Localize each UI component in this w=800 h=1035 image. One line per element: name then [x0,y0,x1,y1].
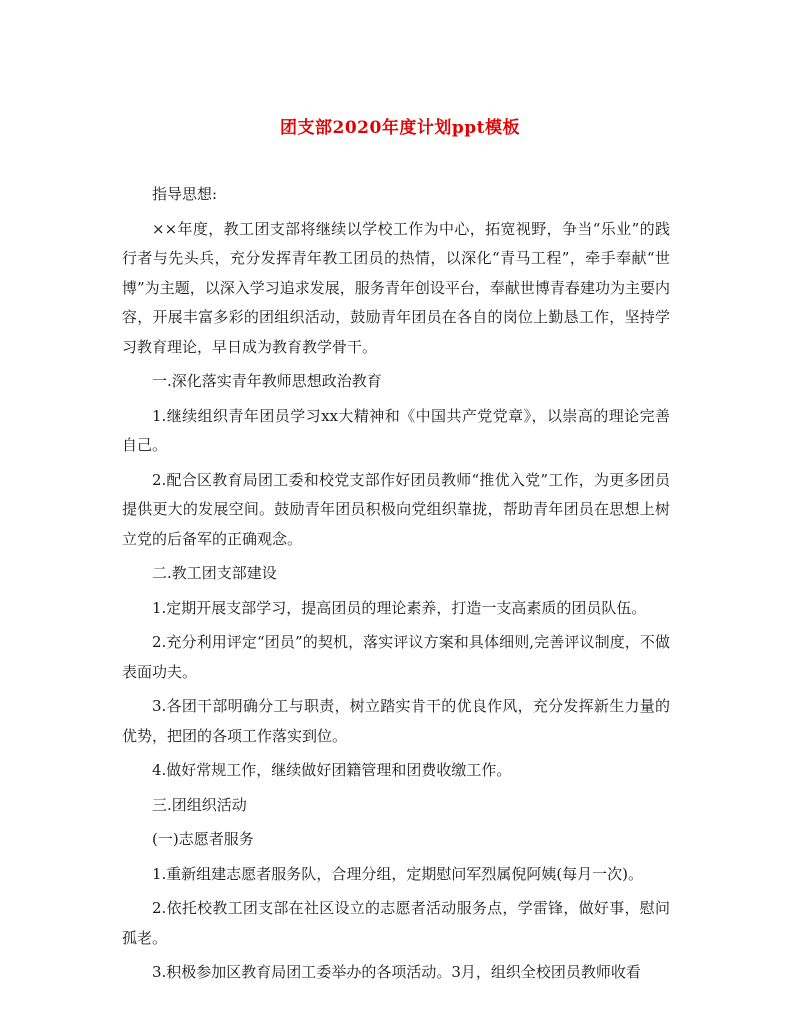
paragraph-guiding-ideology: 指导思想: [152,185,218,203]
paragraph: 1.继续组织青年团员学习xx大精神和《中国共产党党章》，以崇高的理论完善自己。 [122,406,670,454]
section-heading-1: 一.深化落实青年教师思想政治教育 [152,372,382,390]
paragraph: 3.积极参加区教育局团工委举办的各项活动。3月，组织全校团员教师收看 [152,963,641,981]
paragraph: 4.做好常规工作，继续做好团籍管理和团费收缴工作。 [152,761,512,779]
paragraph: 2.充分利用评定“团员”的契机，落实评议方案和具体细则,完善评议制度，不做表面功夫。 [122,633,670,681]
document-body [122,180,670,993]
paragraph: 1.重新组建志愿者服务队，合理分组，定期慰问军烈属倪阿姨(每月一次)。 [152,864,644,883]
subsection-heading: (一)志愿者服务 [152,830,254,848]
document-title: 团支部2020年度计划ppt模板 [280,118,520,138]
paragraph: 2.配合区教育局团工委和校党支部作好团员教师“推优入党”工作，为更多团员提供更大的发展空间。鼓励青年团员积极向党组织靠拢，帮助青年团员在思想上树立党的后备军的正确观念。 [122,470,670,548]
paragraph: 1.定期开展支部学习，提高团员的理论素养，打造一支高素质的团员队伍。 [152,598,647,617]
paragraph: 2.依托校教工团支部在社区设立的志愿者活动服务点，学雷锋，做好事，慰问孤老。 [122,899,670,947]
section-heading-3: 三.团组织活动 [152,795,247,814]
section-heading-2: 二.教工团支部建设 [152,564,277,582]
paragraph-intro: ××年度，教工团支部将继续以学校工作为中心，拓宽视野，争当“乐业”的践行者与先头兵，充分发挥青年教工团员的热情，以深化“青马工程”，牵手奉献“世博”为主题，以深入学习追求发展，服务青年创设平台，奉献世博青春建功为主要内容，开展丰富多彩的团组织活动，鼓励青年团员在各自的岗位上勤恳工作，坚持学习教育理论，早日成为教育教学骨干。 [122,219,670,356]
paragraph: 3.各团干部明确分工与职责，树立踏实肯干的优良作风，充分发挥新生力量的优势，把团的各项工作落实到位。 [122,697,670,745]
